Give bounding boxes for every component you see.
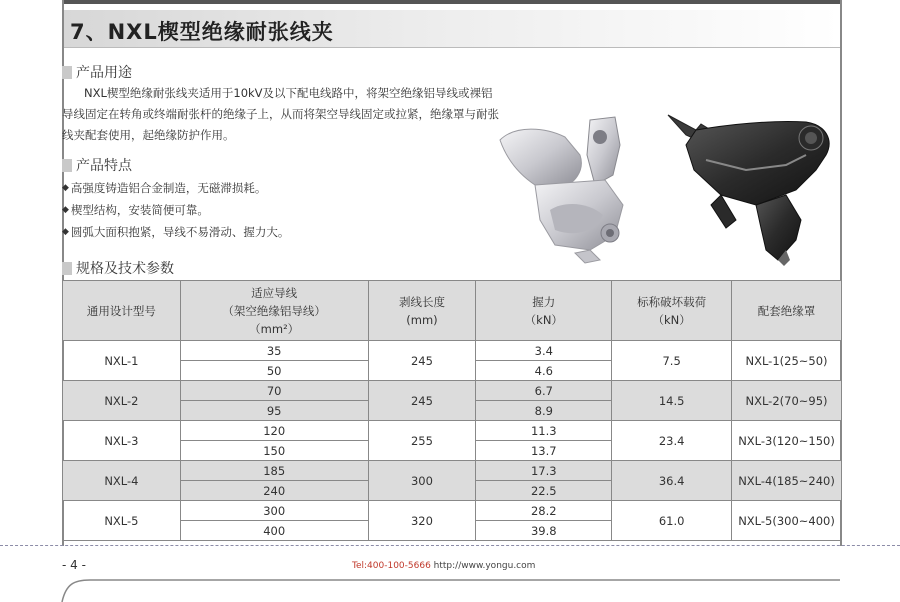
bottom-page-curve [0, 570, 900, 602]
cell-load: 23.4 [612, 421, 732, 461]
usage-line-3: 线夹配套使用，起绝缘防护作用。 [62, 128, 235, 142]
cell-grip: 39.8 [476, 521, 612, 541]
feature-text: 楔型结构，安装简便可靠。 [70, 203, 209, 217]
usage-line-2: 导线固定在转角或终端耐张杆的绝缘子上，从而将架空导线固定或拉紧，绝缘罩与耐张 [62, 107, 499, 121]
table-row [63, 501, 842, 521]
feature-text: 高强度铸造铝合金制造，无磁滞损耗。 [70, 181, 267, 195]
cell-grip: 3.4 [476, 341, 612, 361]
feature-item [62, 224, 289, 240]
header-conductor-line2: （架空绝缘铝导线） [222, 303, 326, 318]
dashed-divider [0, 545, 900, 546]
diamond-bullet-icon: ◆ [62, 183, 69, 193]
table-row [63, 421, 842, 441]
heading-marker-icon [62, 66, 72, 79]
cell-strip: 300 [368, 461, 476, 501]
feature-item [62, 202, 209, 218]
footer-url[interactable]: http://www.yongu.com [433, 561, 536, 571]
cell-load: 61.0 [612, 501, 732, 541]
cell-grip: 17.3 [476, 461, 612, 481]
cell-model: NXL-5 [63, 501, 181, 541]
cell-strip: 245 [368, 341, 476, 381]
header-strip-line2: (mm) [406, 312, 438, 327]
cell-conductor: 185 [180, 461, 368, 481]
header-grip-line2: （kN） [524, 312, 563, 327]
section-title: 7、NXL楔型绝缘耐张线夹 [70, 20, 334, 44]
cell-cover: NXL-1(25~50) [732, 341, 842, 381]
cell-grip: 13.7 [476, 441, 612, 461]
header-cover [732, 281, 842, 341]
cell-strip: 255 [368, 421, 476, 461]
feature-text: 圆弧大面积抱紧，导线不易滑动、握力大。 [70, 225, 290, 239]
cell-conductor: 120 [180, 421, 368, 441]
page-number: - 4 - [62, 558, 86, 572]
cell-cover: NXL-4(185~240) [732, 461, 842, 501]
cell-grip: 6.7 [476, 381, 612, 401]
header-conductor [180, 281, 368, 341]
header-strip-line1: 剥线长度 [398, 294, 445, 309]
features-heading [62, 155, 132, 175]
header-grip [476, 281, 612, 341]
cell-model: NXL-1 [63, 341, 181, 381]
cell-conductor: 35 [180, 341, 368, 361]
cell-load: 14.5 [612, 381, 732, 421]
feature-item [62, 180, 266, 196]
footer-tel: Tel:400-100-5666 [352, 561, 431, 571]
cell-conductor: 400 [180, 521, 368, 541]
table-header-row [63, 281, 842, 341]
cell-grip: 4.6 [476, 361, 612, 381]
cell-model: NXL-2 [63, 381, 181, 421]
header-break-line2: （kN） [652, 312, 691, 327]
top-rule [62, 0, 842, 4]
cell-conductor: 240 [180, 481, 368, 501]
header-model-text: 通用设计型号 [86, 303, 156, 318]
diamond-bullet-icon: ◆ [62, 205, 69, 215]
cell-cover: NXL-2(70~95) [732, 381, 842, 421]
cell-conductor: 70 [180, 381, 368, 401]
cell-conductor: 50 [180, 361, 368, 381]
cell-model: NXL-3 [63, 421, 181, 461]
table-row [63, 341, 842, 361]
cell-load: 36.4 [612, 461, 732, 501]
header-grip-line1: 握力 [532, 294, 556, 309]
table-row [63, 381, 842, 401]
spec-heading-text: 规格及技术参数 [76, 261, 174, 277]
cell-model: NXL-4 [63, 461, 181, 501]
cell-conductor: 300 [180, 501, 368, 521]
spec-heading [62, 258, 174, 278]
features-heading-text: 产品特点 [76, 158, 132, 174]
header-conductor-line3: （mm²） [249, 321, 300, 336]
header-breaking-load [612, 281, 732, 341]
cell-strip: 320 [368, 501, 476, 541]
spec-table [62, 280, 842, 541]
cell-load: 7.5 [612, 341, 732, 381]
header-strip-length [368, 281, 476, 341]
usage-line-1: NXL楔型绝缘耐张线夹适用于10kV及以下配电线路中，将架空绝缘铝导线或裸铝 [84, 86, 493, 100]
usage-heading [62, 62, 132, 82]
header-model [63, 281, 181, 341]
heading-marker-icon [62, 262, 72, 275]
cell-cover: NXL-5(300~400) [732, 501, 842, 541]
cell-grip: 22.5 [476, 481, 612, 501]
aluminum-clamp-photo [495, 115, 645, 265]
header-break-line1: 标称破坏载荷 [637, 294, 707, 309]
cell-cover: NXL-3(120~150) [732, 421, 842, 461]
cell-grip: 8.9 [476, 401, 612, 421]
insulation-cover-photo [666, 110, 838, 268]
cell-conductor: 150 [180, 441, 368, 461]
diamond-bullet-icon: ◆ [62, 227, 69, 237]
heading-marker-icon [62, 159, 72, 172]
usage-heading-text: 产品用途 [76, 65, 132, 81]
cell-strip: 245 [368, 381, 476, 421]
cell-grip: 11.3 [476, 421, 612, 441]
cell-grip: 28.2 [476, 501, 612, 521]
header-cover-text: 配套绝缘罩 [757, 303, 816, 318]
cell-conductor: 95 [180, 401, 368, 421]
table-row [63, 461, 842, 481]
header-conductor-line1: 适应导线 [251, 285, 298, 300]
